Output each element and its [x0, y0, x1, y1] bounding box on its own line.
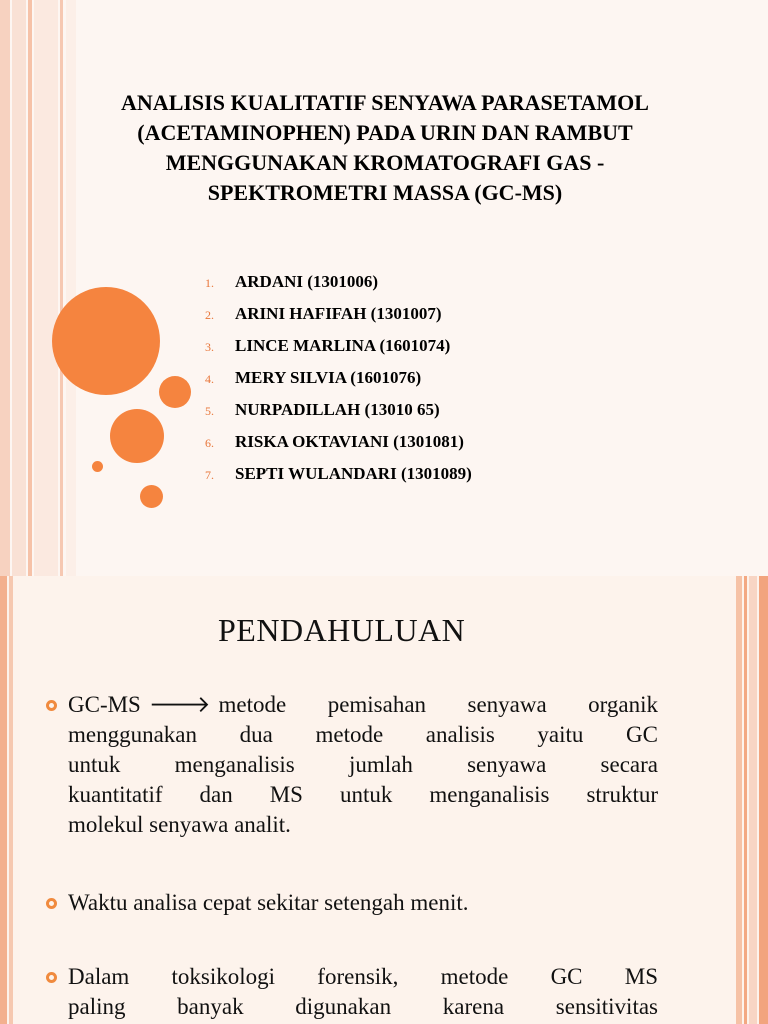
member-name: NURPADILLAH (13010 65): [235, 400, 440, 419]
bullet-item: [68, 962, 658, 1022]
list-item: [205, 432, 472, 464]
arrow-right-icon: 🡒: [148, 692, 211, 717]
right-border-decoration: [736, 576, 742, 1024]
small-circle-decoration: [159, 376, 191, 408]
title-line: MENGGUNAKAN KROMATOGRAFI GAS -: [165, 150, 605, 175]
list-item: [205, 368, 472, 400]
bullet-item: [68, 690, 658, 840]
member-name: MERY SILVIA (1601076): [235, 368, 422, 387]
left-stripe-decoration: [12, 0, 26, 576]
item-number: 1.: [205, 276, 214, 290]
right-border-decoration: [744, 576, 747, 1024]
bullet-text-line: kuantitatif dan MS untuk menganalisis struktur: [68, 782, 658, 807]
list-item: [205, 400, 472, 432]
bullet-text-line: Dalam toksikologi forensik, metode GC MS: [68, 964, 658, 989]
bullet-text-line: paling banyak digunakan karena sensitivitas: [68, 994, 658, 1019]
left-border-decoration: [9, 576, 13, 1024]
member-list: [205, 272, 472, 496]
medium-circle-decoration: [110, 409, 164, 463]
member-name: ARDANI (1301006): [235, 272, 379, 291]
bullet-item: [68, 888, 658, 918]
item-number: 2.: [205, 308, 214, 322]
item-number: 6.: [205, 436, 214, 450]
item-number: 3.: [205, 340, 214, 354]
list-item: [205, 464, 472, 496]
left-stripe-decoration: [60, 0, 63, 576]
content-slide: [0, 576, 768, 1024]
list-item: [205, 272, 472, 304]
bullet-circle-icon: [46, 972, 57, 983]
small-circle-decoration: [140, 485, 163, 508]
list-item: [205, 304, 472, 336]
right-border-decoration: [749, 576, 757, 1024]
member-name: LINCE MARLINA (1601074): [235, 336, 451, 355]
right-border-decoration: [759, 576, 768, 1024]
bullet-text-line: untuk menganalisis jumlah senyawa secara: [68, 752, 658, 777]
bullet-text: metode pemisahan senyawa organik: [218, 692, 658, 717]
title-line: (ACETAMINOPHEN) PADA URIN DAN RAMBUT: [137, 120, 633, 145]
member-name: SEPTI WULANDARI (1301089): [235, 464, 472, 483]
item-number: 4.: [205, 372, 214, 386]
left-stripe-decoration: [0, 0, 10, 576]
bullet-text-line: molekul senyawa analit.: [68, 812, 291, 837]
large-circle-decoration: [52, 287, 160, 395]
item-number: 7.: [205, 468, 214, 482]
left-border-decoration: [0, 576, 7, 1024]
item-number: 5.: [205, 404, 214, 418]
bullet-first-line: [68, 690, 658, 720]
bullet-text: Waktu analisa cepat sekitar setengah menit.: [68, 890, 469, 915]
tiny-circle-decoration: [92, 461, 103, 472]
left-stripe-decoration: [28, 0, 32, 576]
presentation-title: [60, 88, 710, 208]
section-heading: PENDAHULUAN: [218, 612, 466, 648]
gcms-term: GC-MS: [68, 692, 141, 717]
list-item: [205, 336, 472, 368]
bullet-circle-icon: [46, 700, 57, 711]
bullet-circle-icon: [46, 898, 57, 909]
left-stripe-decoration: [34, 0, 58, 576]
member-name: ARINI HAFIFAH (1301007): [235, 304, 442, 323]
member-name: RISKA OKTAVIANI (1301081): [235, 432, 464, 451]
title-line: ANALISIS KUALITATIF SENYAWA PARASETAMOL: [121, 90, 649, 115]
bullet-text-line: menggunakan dua metode analisis yaitu GC: [68, 722, 658, 747]
title-line: SPEKTROMETRI MASSA (GC-MS): [207, 180, 563, 205]
left-stripe-decoration: [66, 0, 76, 576]
